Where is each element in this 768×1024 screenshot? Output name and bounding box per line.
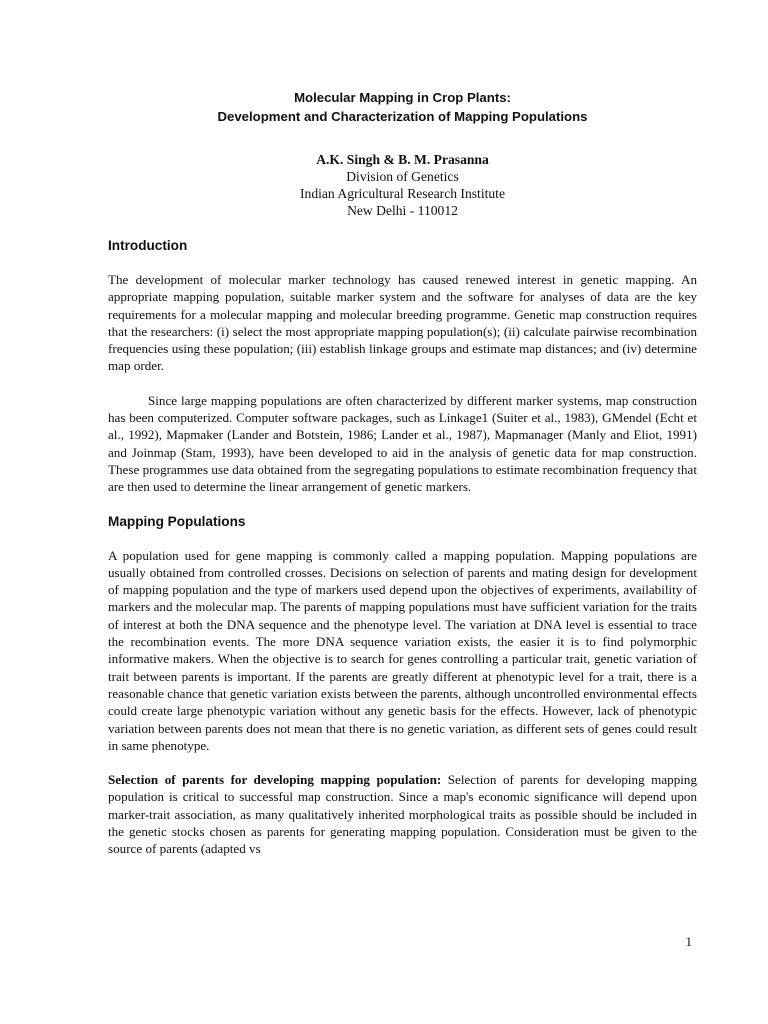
introduction-paragraph-1: The development of molecular marker technology has caused renewed interest in genetic mapping. An appropriate mapping population, suitable marker system and the software for analyses of data are the key requirements for a molecular mapping and molecular breeding programme. Genetic map construction requires that the researchers: (i) select the most appropriate mapping population(s); (ii) calculate pairwise recombination frequencies using these population; (iii) establish linkage groups and estimate map distances; and (iv) determine map order. — [108, 272, 697, 374]
selection-of-parents-paragraph — [108, 771, 697, 857]
title-line-1: Molecular Mapping in Crop Plants: — [294, 90, 511, 105]
affiliation-location: New Delhi - 110012 — [347, 203, 458, 218]
mapping-populations-heading: Mapping Populations — [108, 513, 246, 529]
authors: A.K. Singh & B. M. Prasanna — [316, 152, 489, 167]
page-number: 1 — [685, 934, 692, 949]
mapping-populations-paragraph: A population used for gene mapping is commonly called a mapping population. Mapping populations are usually obtained from controlled crosses. Decisions on selection of parents and mating design for development of mapping population and the type of markers used depend upon the objectives of experiments, availability of markers and the molecular map. The parents of mapping populations must have sufficient variation for the traits of interest at both the DNA sequence and the phenotype level. The variation at DNA level is essential to trace the recombination events. The more DNA sequence variation exists, the easier it is to find polymorphic informative makers. When the objective is to search for genes controlling a particular trait, genetic variation of trait between parents is important. If the parents are greatly different at phenotypic level for a trait, there is a reasonable chance that genetic variation exists between the parents, although uncontrolled environmental effects could create large phenotypic variation without any genetic basis for the effects. However, lack of phenotypic variation between parents does not mean that there is no genetic variation, as different sets of genes could result in same phenotype. — [108, 547, 697, 753]
document-page — [108, 88, 697, 858]
affiliation-division: Division of Genetics — [346, 169, 459, 184]
selection-of-parents-text: Selection of parents for developing mapping population is critical to successful map construction. Since a map's economic significance will depend upon marker-trait association, as many qualitatively inherited morphological traits as possible should be included in the genetic stocks chosen as parents for generating mapping population. Consideration must be given to the source of parents (adapted vs — [108, 772, 697, 857]
title-line-2: Development and Characterization of Mapping Populations — [217, 109, 588, 124]
affiliation-institute: Indian Agricultural Research Institute — [300, 186, 505, 201]
selection-of-parents-lead: Selection of parents for developing mapping population: — [108, 772, 442, 788]
paper-title — [108, 88, 697, 126]
introduction-paragraph-2: Since large mapping populations are often characterized by different marker systems, map construction has been computerized. Computer software packages, such as Linkage1 (Suiter et al., 1983), GMendel (Echt et al., 1992), Mapmaker (Lander and Botstein, 1986; Lander et al., 1987), Mapmanager (Manly and Eliot, 1991) and Joinmap (Stam, 1993), have been developed to aid in the analysis of genetic data for map construction. These programmes use data obtained from the segregating populations to estimate recombination frequency that are then used to determine the linear arrangement of genetic markers. — [108, 392, 697, 495]
introduction-heading: Introduction — [108, 238, 188, 253]
